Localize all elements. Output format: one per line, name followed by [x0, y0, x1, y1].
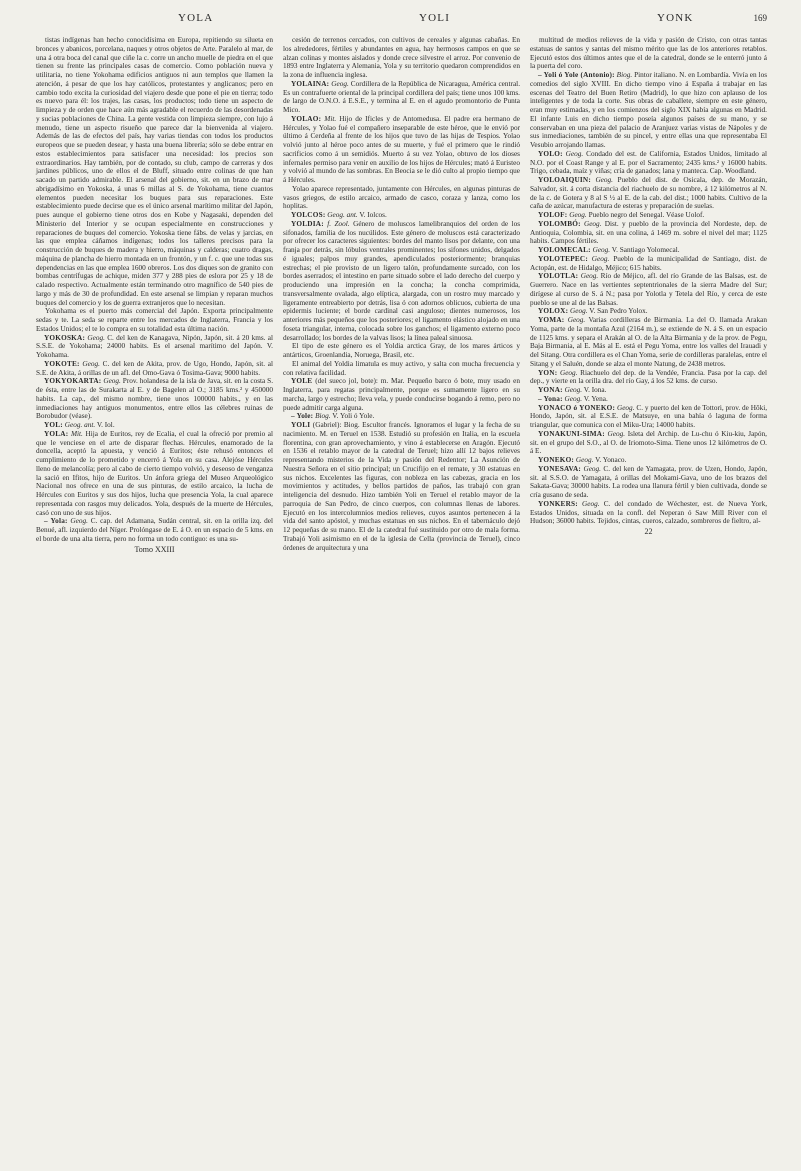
page-number: 169 [753, 13, 767, 23]
entry-body: C. del ken de Akita, prov. de Ugo, Hondo, Japón, sit. al S.E. de Akita, á orillas de un afl. del Omo-Gava ó Tosima-Gava; 9000 habits. [36, 359, 273, 377]
dictionary-entry [283, 421, 520, 552]
paragraph: El tipo de este género es el Yoldia arctica Gray, de los mares árticos y antárticos, Groenlandia, Noruega, Brasil, etc. [283, 342, 520, 359]
entry-headword: YOLCOS: [291, 211, 326, 219]
entry-body: V. Santiago Yolomecal. [611, 246, 680, 254]
entry-headword: YOL: [44, 421, 63, 429]
entry-headword: YOLOAIQUIN: [538, 176, 591, 184]
running-head-left: YOLA [178, 12, 214, 24]
column-left [36, 36, 273, 554]
dictionary-entry [36, 377, 273, 421]
entry-body: V. Yonaco. [595, 456, 627, 464]
entry-field-tag: Geog. [616, 403, 635, 412]
entry-headword: YONACO ó YONEKO: [538, 403, 616, 412]
entry-headword: YON: [538, 368, 558, 377]
entry-body: (del sueco jol, bote): m. Mar. Pequeño barco ó bote, muy usado en Inglaterra, para regatas principalmente, porque es sumamente ligero en su marcha, largo y estrecho; lleva vela, y puede conducirse bogando á remo, pero no puede admitir carga alguna. [283, 377, 521, 412]
entry-headword: YOLI [291, 421, 311, 429]
dictionary-entry [530, 395, 767, 404]
entry-headword: YOMA: [538, 316, 565, 324]
entry-field-tag: Mit. [70, 429, 83, 438]
entry-body: Dist. y pueblo de la provincia del Nordeste, dep. de Antioquia, Colombia, sit. en una colina, á 1469 m. sobre el nivel del mar; 1125 habits. Campos fértiles. [530, 219, 767, 246]
entry-field-tag: Geog. [82, 359, 100, 368]
entry-headword: YONAKUNI-SIMA: [538, 429, 605, 438]
entry-headword: YOKOSKA: [44, 333, 86, 342]
dictionary-entry [530, 465, 767, 500]
entry-body: C. y puerto del ken de Tottori, prov. de Hôki, Hondo, Japón, sit. al E.S.E. de Matsuye, en una bahía ó laguna de forma triangular, que comunica con el Miku-Ura; 14000 habits. [530, 403, 768, 429]
dictionary-entry [36, 430, 273, 518]
entry-body: C. cap. del Adamana, Sudán central, sit. en la orilla izq. del Benué, afl. izquierdo del Níger. Prolóngase de E. á O. en un espacio de 5 kms. en el borde de una alta tierra, pero no forma un todo contiguo: es una su- [36, 517, 274, 543]
entry-field-tag: Geog. [570, 307, 588, 316]
dictionary-entry [530, 150, 767, 176]
entry-body: C. del condado de Wéchester, est. de Nueva York, Estados Unidos, situada en la confl. del Neperan ó Saw Mill River con el Hudson; 36000 habits. Tejidos, cintas, cueros, calzado, sombreros de fieltro, al- [530, 499, 768, 526]
entry-field-tag: Biog. [616, 71, 633, 79]
paragraph: Yokohama es el puerto más comercial del Japón. Exporta principalmente sedas y te. La seda se reparte entre los mercados de Inglaterra, Francia y los Estados Unidos; el te lo compra en su totalidad esta última nación. [36, 307, 273, 333]
entry-body: V. Yoli ó Yole. [332, 412, 375, 421]
entry-field-tag: Geog. [592, 246, 611, 254]
dictionary-entry [283, 115, 520, 185]
entry-field-tag: Geog. [580, 272, 599, 281]
entry-body: Cordillera de la República de Nicaragua, América central. Es un contrafuerte oriental de la principal cordillera del país; tiene unos 100 kms. de largo de O.N.O. á E.S.E., y termina al E. en el agudo promontorio de Punta Mico. [283, 79, 521, 114]
entry-field-tag: Geog. [583, 464, 601, 473]
dictionary-entry [530, 255, 767, 273]
entry-headword: YOLAINA: [291, 79, 330, 88]
entry-field-tag: Geog. ant. [64, 421, 96, 429]
entry-headword: YONA: [538, 386, 563, 394]
entry-field-tag: Geog. ant. [327, 211, 358, 219]
entry-field-tag: Geog. [583, 219, 602, 228]
entry-headword: YOKYOKARTA: [44, 377, 102, 386]
entry-body: Hijo de Ificles y de Antomedusa. El padre era hermano de Hércules, y Yolao fué el compañero inseparable de este héroe, que le envió por último á Cerdeña al frente de los hijos que tuvo de las hijas de Tespios. Yolao volvió junto al héroe poco antes de su muerte, y fué el primero que le rindió sacrificios como á un semidiós. Muerto á su vez Yolao, obtuvo de los dioses infernales permiso para venir en auxilio de los hijos de Hércules; mató á Euristeo y volvió al mundo de las sombras. En Beocia se le dió culto al propio tiempo que á Hércules. [283, 114, 520, 184]
entry-body: C. del ken de Yamagata, prov. de Uzen, Hondo, Japón, sit. al S.S.O. de Yamagata, á orillas del Mokami-Gava, uno de los brazos del Sakata-Gava; 30000 habits. La rodea una llanura fértil y bien cultivada, donde se cría gusano de seda. [530, 464, 768, 499]
entry-headword: YOLDIA: [291, 219, 324, 228]
entry-body: (Gabriel): Biog. Escultor francés. Ignoramos el lugar y la fecha de su nacimiento. M. en Teruel en 1538. Estudió su profesión en Italia, en la escuela florentina, con gran aprovechamiento, y vino á establecerse en Aragón. Ejecutó en 1536 el retablo mayor de la catedral de Teruel; hizo allí 12 bajos relieves representando misterios de la Vida y pasión del Redentor; La Asunción de Nuestra Señora en el sitio principal; un Crucifijo en el remate, y 30 estatuas en sus nichos. Excelentes las figuras, con nobleza en las cabezas, gracia en los movimientos y actitudes, y bellos partidos de paños, las trabajó con gran inteligencia del desnudo. Hizo también Yoli en Teruel el retablo mayor de la parroquia de San Pedro, de cinco cuerpos, con columnas llenas de labores. Ejecutó en los intercolumnios medios relieves, cuyos asuntos pertenecen á la vida del santo apóstol, y muchas estatuas en sus nichos. En el tabernáculo dejó 12 pequeñas de su mano. El de la catedral fué sustituido por otro de mala forma. Trabajó Yoli asimismo en el de la iglesia de Cella (provincia de Teruel), cinco órdenes de arquitectura y una [283, 421, 521, 552]
entry-field-tag: Geog. [595, 176, 613, 184]
entry-body: V. Iol. [96, 421, 115, 429]
running-head-right: YONK [657, 12, 694, 24]
entry-body: Pintor italiano. N. en Lombardía. Vivía en los comedios del siglo XVIII. En dicho tiempo vino á España á trabajar en las escenas del Teatro del Buen Retiro (Madrid), lo que hizo con aplauso de los inteligentes y de toda la corte. Sus obras de caballete, siempre en este género, eran muy estimadas, y en los comienzos del siglo XIX había algunas en Madrid. El infante Luis en dicho tiempo poseía algunos países de su mano, y se conservaban en una pieza del palacio de Aranjuez varias vistas de Nápoles y de sus inmediaciones, también de su pincel, y entre ellas una que representaba El Vesubio arrojando llamas. [530, 71, 768, 149]
dictionary-entry [283, 80, 520, 115]
dictionary-entry [283, 412, 520, 421]
entry-body: V. Iona. [583, 386, 607, 394]
entry-body: V. Iolcos. [359, 211, 387, 219]
entry-headword: YONEKO: [538, 456, 575, 464]
entry-field-tag: Geog. [564, 386, 583, 394]
dictionary-entry [530, 500, 767, 526]
column-middle [283, 36, 520, 552]
entry-body: Pueblo negro del Senegal. Véase Uolof. [588, 211, 705, 219]
entry-headword: YOLOX: [538, 307, 569, 316]
dictionary-entry [36, 360, 273, 378]
dictionary-entry [530, 456, 767, 465]
entry-headword: – Yole: [291, 412, 314, 421]
signature-mark: 22 [644, 527, 653, 536]
entry-headword: – Yola: [44, 517, 68, 526]
entry-body: Río de Méjico, afl. del río Grande de las Balsas, est. de Guerrero. Nace en las vertientes septentrionales de la sierra Madre del Sur; dirígese al curso de S. á N.; pasa por Yolotla y Tetela del Río, y cerca de este pueblo se une al de las Balsas. [530, 272, 768, 307]
dictionary-entry [530, 176, 767, 211]
text-columns [36, 36, 767, 554]
dictionary-entry [530, 211, 767, 220]
dictionary-entry [530, 220, 767, 246]
dictionary-entry [530, 71, 767, 150]
entry-field-tag: Geog. [569, 211, 587, 219]
entry-headword: YOLOTLA: [538, 272, 579, 281]
dictionary-entry [530, 246, 767, 255]
column-right [530, 36, 767, 537]
dictionary-entry [530, 307, 767, 316]
entry-headword: – Yoli ó Yole (Antonio): [538, 71, 615, 79]
entry-headword: YOLOMECAL: [538, 246, 591, 254]
entry-field-tag: Geog. [331, 79, 349, 88]
entry-body: Pueblo del dist. de Osicala, dep. de Morazán, Salvador, sit. á corta distancia del riachuelo de su nombre, á 12 kilómetros al N. de la c. de Gotera y 8 al S ½ al E. de la cab. del dist.; 1000 habits. Cultivo de la caña de azúcar, manufactura de esteras y preparación de suelas. [530, 176, 768, 211]
entry-headword: YOLAO: [291, 114, 322, 123]
entry-field-tag: Geog. [559, 368, 578, 377]
entry-body: Riachuelo del dep. de la Vendée, Francia. Pasa por la cap. del dep., y vierte en la orilla dra. del río Gay, á los 52 kms. de curso. [530, 368, 768, 386]
running-head-center: YOLI [419, 12, 451, 24]
entry-body: V. Yena. [583, 394, 608, 403]
entry-field-tag: Geog. [87, 333, 105, 342]
entry-field-tag: Biog. [315, 412, 331, 421]
entry-field-tag: Geog. [103, 377, 121, 386]
dictionary-entry [530, 430, 767, 456]
entry-field-tag: Geog. [70, 517, 88, 526]
entry-field-tag: Geog. [564, 394, 583, 403]
paragraph: tistas indígenas han hecho conocidísima en Europa, repitiendo su silueta en bronces y abanicos, porcelana, naques y otros objetos de Arte. Paralelo al mar, de una á otra boca del canal que ciñe la c. corre un ancho muelle de piedra en el que tienen su frente las principales casas de comercio. Como población nueva y utilitaria, no tiene Yokohama edificios antiguos ni aun templos que llamen la atención, á pesar de que los hay católicos, protestantes y anglicanos; pero en cambio todo excita la curiosidad del viajero desde que pone el pie en tierra; todo es nuevo para él: los trajes, las casas, los productos; todo tiene un aspecto de limpieza y de orden que hace aún más agradable el recuerdo de las desordenadas y sucias poblaciones de China. La gente vestida con limpieza siempre, con lujo á menudo, tiene un aspecto risueño que parece dar la bienvenida al viajero. Además de las de efectos del país, hay varias tiendas con todos los productos europeos que se pueden desear, y hasta una buena librería; sólo se debe entrar en estos establecimientos para satisfacer una necesidad: los precios son extraordinarios. Hay también, por de contado, su club, campo de carreras y dos jardines públicos, uno de ellos el de Bluff, situado entre colinas de que han sacado un partido admirable. El arsenal del gobierno, sit. en un brazo de mar abrigadísimo en Yokoska, á unas 6 millas al S. de Yokohama, tiene cuantos elementos pueden necesitar los buques para sus reparaciones. Este establecimiento puede decirse que es el único arsenal marítimo militar del Japón, pues aunque el gobierno tiene otros dos en Kobe y Nagasaki, dependen del Ministerio del Interior y se ocupan especialmente en construcciones y reparaciones de buques del comercio. Yokoska tiene fábs. de velas y jarcias, en las que emplea cáñamos indígenas; todos los talleres precisos para la construcción de buques de madera y hierro, máquinas y calderas; cuatro dragas, máquina de plancha de hierro montada en un frontón, y un f. c. que une todas sus dependencias en las que emplea 1600 obreros. Los dos diques son de granito con bombas centrífugas de achique, miden 377 y 288 pies de eslora por 25 y 18 de calado respectivo. Actualmente están terminando otro magnífico de 540 pies de largo y más de 30 de profundidad. En este arsenal se limpian y reparan muchos buques del comercio y los de guerra extranjeros que lo necesitan. [36, 36, 273, 307]
paragraph: El animal del Yoldia limatula es muy activo, y salta con mucha frecuencia y con relativa facilidad. [283, 359, 520, 377]
entry-headword: YOLA: [44, 429, 69, 438]
dictionary-entry [36, 517, 273, 543]
paragraph: Yolao aparece representado, juntamente con Hércules, en algunas pinturas de vasos griegos, de estilo arcaico, armado de casco, coraza y lanza, como los hoplitas. [283, 184, 520, 211]
entry-body: Isleta del Archip. de Lu-chu ó Kiu-kiu, Japón, sit. en el grupo del S.O., al O. de Iriomoto-Sima. Tiene unos 12 kilómetros de O. á E. [530, 429, 767, 456]
paragraph: cesión de terrenos cercados, con cultivos de cereales y algunas cabañas. En los alrededores, fértiles y abundantes en agua, hay hermosos campos en que se alzan colinas y montes aislados y donde crece silvestre el arroz. Por convenio de 1893 entre Inglaterra y Alemania, Yola y su territorio quedaron comprendidos en la zona de influencia inglesa. [283, 36, 520, 79]
entry-body: Condado del est. de California, Estados Unidos, limitado al N.O. por el Coast Range y al E. por el Sacramento; 2435 kms.² y 16000 habits. Trigo, cebada, maíz y viñas; cría de ganados; lana y manteca. Cap. Woodland. [530, 149, 767, 176]
entry-field-tag: f. Zool. [327, 219, 350, 228]
entry-headword: YOLOTEPEC: [538, 254, 588, 263]
entry-body: Género de moluscos lamelibranquios del orden de los sifonados, familia de los nucúlidos. Este género de moluscos está caracterizado por ofrecer los caracteres siguientes: bordes del manto lisos por delante, con una franja por detrás, sin lóbulos ventrales prominentes; los sifones unidos, delgados é iguales; palpos muy grandes, apendiculados posteriormente; branquias estrechas; el pie provisto de un ligero talón, profundamente surcado, con los bordes aserrados; el intestino en parte situado sobre el lado derecho del cuerpo y produciendo una impresión en la concha; la concha comprimida, transversalmente ovalada, algo elíptica, alargada, con un rostro muy marcado y ligeramente entreabierto por detrás, lisa ó con adornos oblicuos, cubierta de una epidermis luciente; el borde cardinal casi anguloso; dientes numerosos, los anteriores más pequeños que los posteriores; el ligamento elástico alojado en una foseta triangular, interna, colocada sobre los ganchos; el ligamento externo poco desarrollado; los bordes de la valvas lisos; la línea paleal sinuosa. [283, 219, 521, 342]
dictionary-entry [530, 316, 767, 369]
entry-body: C. del ken de Kanagava, Nipón, Japón, sit. á 20 kms. al S.S.E. de Yokohama; 24000 habits. Es el arsenal marítimo del Japón. V. Yokohama. [36, 333, 273, 359]
signature-mark: Tomo XXIII [134, 544, 175, 554]
dictionary-entry [283, 377, 520, 412]
dictionary-entry [530, 404, 767, 430]
entry-body: Varias cordilleras de Birmania. La del O. llamada Arakan Yoma, parte de la montaña Azul (2164 m.), se extiende de N. á S. en un espacio de 1125 kms. y separa el Arakán al O. de la Alta Birmania y de la prov. de Pegu, Baja Birmania, al E. Más al E. está el Pegu Yoma, entre los valles del Irauadi y del Sitang. Otra cordillera es el Chan Yoma, serie de cordilleras paralelas, entre el Sitang y el Saluén, donde se alza el monte Natung, de 2438 metros. [530, 316, 767, 368]
entry-headword: YONESAVA: [538, 464, 582, 473]
dictionary-entry [283, 220, 520, 343]
entry-body: Pueblo de la municipalidad de Santiago, dist. de Actopán, est. de Hidalgo, Méjico; 615 habits. [530, 254, 768, 272]
entry-field-tag: Geog. [565, 149, 584, 158]
dictionary-entry [36, 334, 273, 360]
dictionary-entry [530, 386, 767, 395]
entry-headword: YOKOTE: [44, 359, 80, 368]
entry-body: Prov. holandesa de la isla de Java, sit. en la costa S. de ésta, entre las de Surakarta al E. y de Bagelen al O.; 3185 kms.² y 450000 habits. La cap., del mismo nombre, tiene unos 100000 habits., y en las inmediaciones hay antiguos monumentos, entre ellos las célebres ruinas de Borobudor (véase). [36, 377, 274, 421]
dictionary-entry [36, 421, 273, 430]
dictionary-entry [530, 369, 767, 387]
entry-field-tag: Geog. [591, 254, 610, 263]
entry-headword: YOLO: [538, 149, 563, 158]
entry-body: Hija de Euritos, rey de Ecalia, el cual la ofreció por premio al que le venciese en el arte de disparar flechas. Hércules, enamorado de la doncella, aceptó la apuesta, y venció á Euritos; éste rehusó entonces el cumplimiento de lo prometido y encerró á Yola en su casa. Alejóse Hércules lleno de melancolía; pero al cabo de cierto tiempo volvió, y deseoso de venganza la sació en Ifitos, hijo de Euritos. Un ánfora griega del Museo Arqueológico Nacional nos ofrece en una de sus pinturas, de estilo arcaico, la lucha de Hércules con Euritos y sus dos hijos, lucha que presencia Yola, la cual aparece representada con rasgos muy delicados. Yola, después de la muerte de Hércules, casó con uno de sus hijos. [36, 429, 274, 517]
entry-field-tag: Geog. [567, 316, 586, 324]
paragraph: multitud de medios relieves de la vida y pasión de Cristo, con otras tantas estatuas de santos y santas del mismo mérito que las de los anteriores retablos. Ejecutó estos dos últimos antes que el de la catedral, donde se le enterró junto á la puerta del coro. [530, 36, 767, 71]
entry-headword: – Yona: [538, 394, 563, 403]
entry-headword: YOLOF: [538, 211, 568, 219]
entry-field-tag: Mit. [324, 114, 337, 123]
entry-field-tag: Geog. [582, 499, 600, 508]
entry-body: V. San Pedro Yolox. [589, 307, 648, 316]
page-header [36, 12, 767, 36]
entry-field-tag: Geog. [575, 456, 594, 464]
entry-field-tag: Geog. [607, 429, 626, 438]
entry-headword: YOLOMBÓ: [538, 219, 581, 228]
entry-headword: YONKERS: [538, 499, 578, 508]
dictionary-entry [530, 272, 767, 307]
dictionary-entry [283, 211, 520, 220]
entry-headword: YOLE [291, 377, 313, 386]
